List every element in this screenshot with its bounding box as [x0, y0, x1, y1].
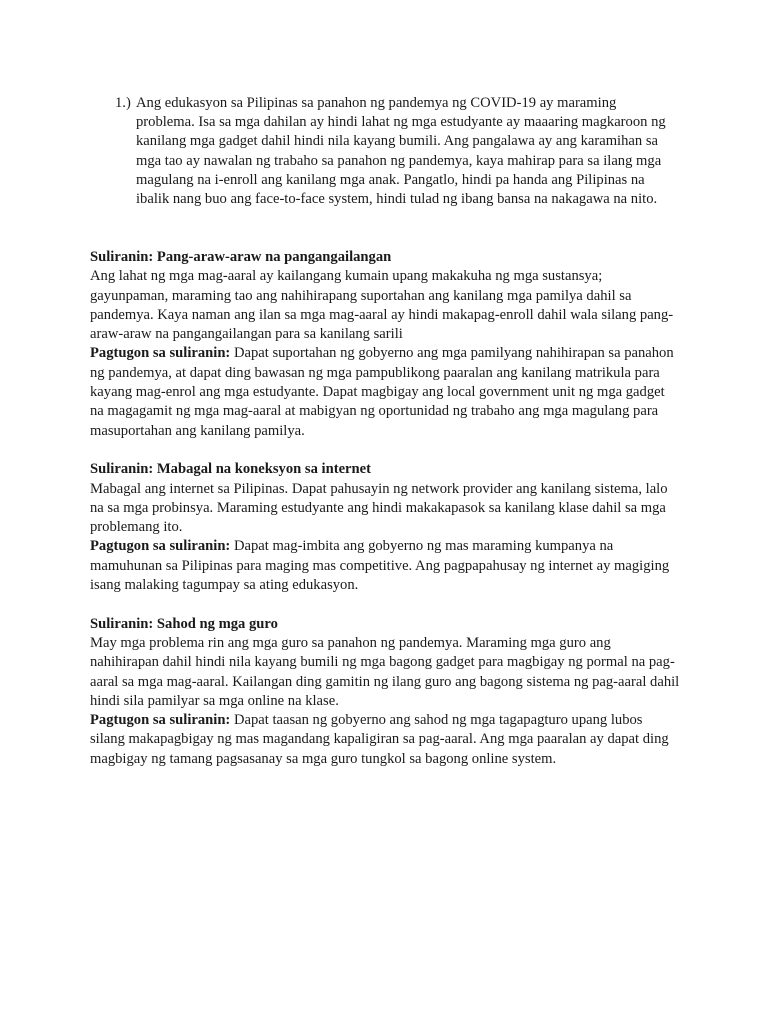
response-paragraph — [90, 537, 680, 595]
list-item-text: Ang edukasyon sa Pilipinas sa panahon ng pandemya ng COVID-19 ay maraming problema. Isa sa mga dahilan ay hindi lahat ng mga estudyante ay maaaring magkaroon ng kanilang mga gadget dahil hindi nila kayang bumili. Ang pangalawa ay ang karamihan sa mga tao ay nawalan ng trabaho sa panahon ng pandemya, kaya mahirap para sa ilang mga magulang na i-enroll ang kanilang mga anak. Pangatlo, hindi pa handa ang Pilipinas na ibalik nang buo ang face-to-face system, hindi tulad ng ibang bansa na nakagawa na nito. — [136, 95, 666, 208]
response-paragraph — [90, 711, 680, 769]
response-text: Dapat suportahan ng gobyerno ang mga pamilyang nahihirapan sa panahon ng pandemya, at dapat ding bawasan ng mga pampublikong paaralan ang kanilang matrikula para kayang mag-enrol ang mga estudyante. Dapat magbigay ang local government unit ng mga gadget na magagamit ng mga mag-aaral at mabigyan ng oportunidad ng trabaho ang mga magulang para masuportahan ang kanilang pamilya. — [90, 345, 674, 439]
problem-section-daily-needs — [90, 248, 680, 441]
response-label: Pagtugon sa suliranin: — [90, 345, 231, 362]
section-heading: Suliranin: Sahod ng mga guro — [90, 615, 278, 632]
section-paragraph: Ang lahat ng mga mag-aaral ay kailangang kumain upang makakuha ng mga sustansya; gayunpaman, maraming tao ang nahihirapang suportahan ang kanilang mga pamilya dahil sa pandemya. Kaya naman ang ilan sa mga mag-aaral ay hindi makapag-enroll dahil wala silang pang-araw-araw na pangangailangan para sa kanilang sarili — [90, 268, 674, 343]
response-text: Dapat taasan ng gobyerno ang sahod ng mga tagapagturo upang lubos silang makapagbigay ng mas magandang kapaligiran sa pag-aaral. Ang mga paaralan ay dapat ding magbigay ng tamang pagsasanay sa mga guro tungkol sa bagong online system. — [90, 712, 669, 767]
section-paragraph: May mga problema rin ang mga guro sa panahon ng pandemya. Maraming mga guro ang nahihirapan dahil hindi nila kayang bumili ng mga bagong gadget para magbigay ng pormal na pag-aaral sa mga mag-aaral. Kailangan ding gamitin ng ilang guro ang bagong sistema ng pag-aaral dahil hindi sila pamilyar sa mga online na klase. — [90, 634, 680, 709]
document-body — [90, 248, 680, 788]
problem-section-internet — [90, 460, 680, 595]
section-paragraph: Mabagal ang internet sa Pilipinas. Dapat pahusayin ng network provider ang kanilang sistema, lalo na sa mga probinsya. Maraming estudyante ang hindi makakapasok sa kanilang klase dahil sa mga problemang ito. — [90, 480, 668, 536]
problem-section-teacher-salary — [90, 615, 680, 769]
numbered-list-item — [115, 94, 675, 209]
response-paragraph — [90, 344, 680, 440]
section-heading: Suliranin: Pang-araw-araw na pangangailangan — [90, 249, 392, 265]
response-text: Dapat mag-imbita ang gobyerno ng mas maraming kumpanya na mamuhunan sa Pilipinas para maging mas competitive. Ang pagpapahusay ng internet ay magiging isang malaking tagumpay sa ating edukasyon. — [90, 538, 670, 594]
response-label: Pagtugon sa suliranin: — [90, 712, 231, 729]
section-heading: Suliranin: Mabagal na koneksyon sa internet — [90, 461, 371, 478]
response-label: Pagtugon sa suliranin: — [90, 538, 231, 555]
list-number: 1.) — [115, 95, 131, 111]
